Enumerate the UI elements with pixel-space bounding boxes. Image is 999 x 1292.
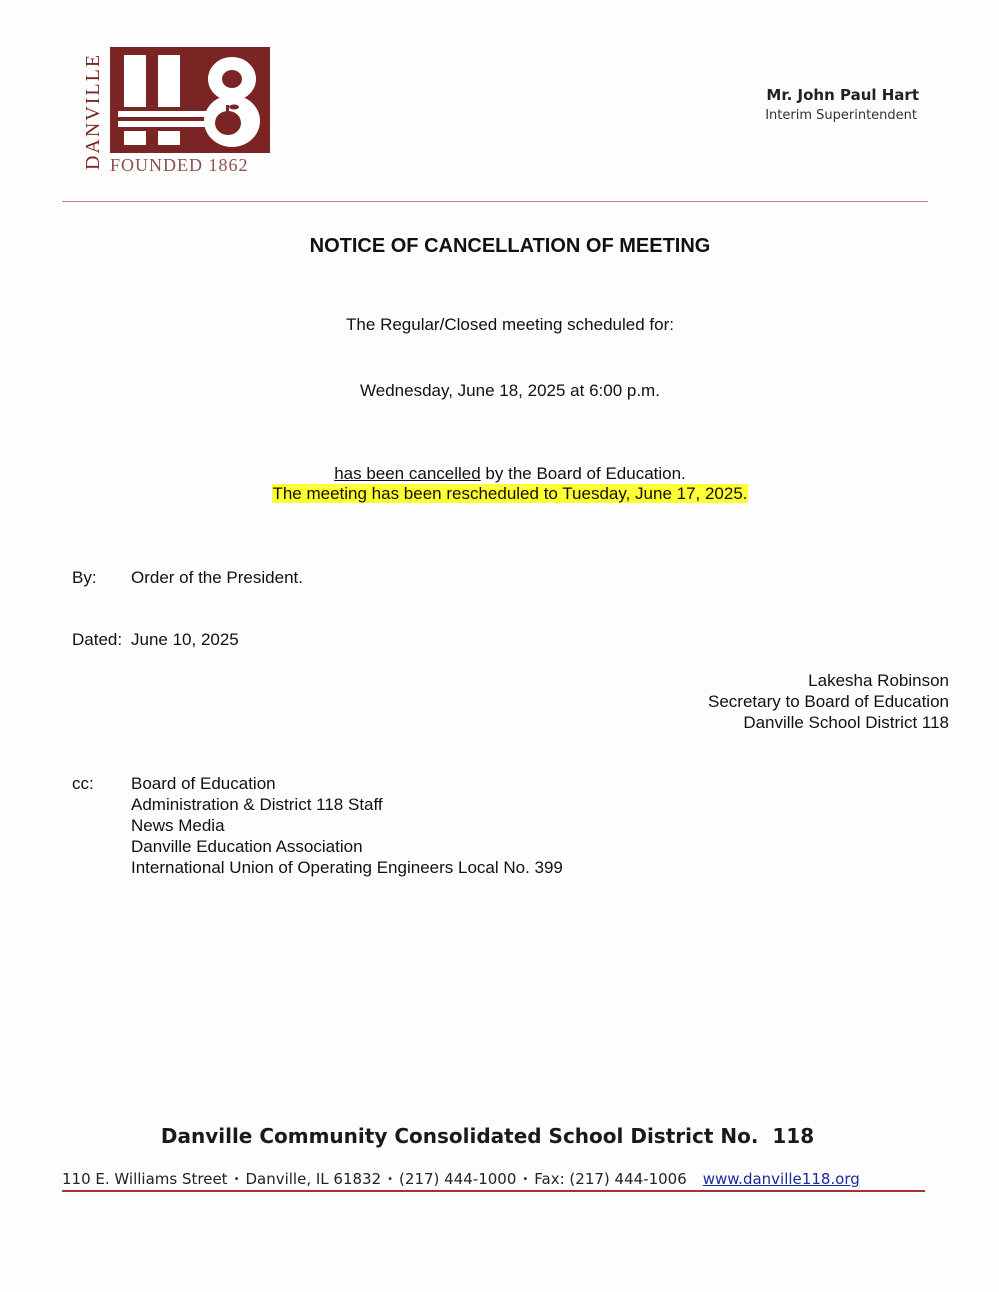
signature-org: Danville School District 118 [743,713,949,732]
footer-fax: Fax: (217) 444-1006 [534,1170,687,1188]
footer-separator: • [233,1174,240,1185]
notice-line-cancelled [0,464,999,484]
footer-divider [62,1190,925,1192]
superintendent-title: Interim Superintendent [765,108,917,123]
rescheduled-highlight: The meeting has been rescheduled to Tuesday, June 17, 2025. [272,484,748,503]
logo-vertical-text: DANVILLE [82,52,105,170]
footer-street: 110 E. Williams Street [62,1170,228,1188]
cancelled-underlined: has been cancelled [334,464,481,483]
logo-founded-text: FOUNDED 1862 [110,155,249,175]
cc-recipient: News Media [131,816,225,835]
signature-block [708,670,949,733]
by-value: Order of the President. [131,568,303,587]
notice-line-scheduled: The Regular/Closed meeting scheduled for: [346,315,674,334]
cc-recipient: Danville Education Association [131,837,363,856]
notice-line-rescheduled [0,484,999,504]
footer-address-line [62,1170,860,1188]
notice-title: NOTICE OF CANCELLATION OF MEETING [309,235,711,257]
header-divider [62,201,928,202]
footer-city: Danville, IL 61832 [245,1170,382,1188]
signature-title: Secretary to Board of Education [708,692,949,711]
footer-district-name: Danville Community Consolidated School District No. 118 [160,1124,815,1148]
superintendent-name: Mr. John Paul Hart [766,86,919,104]
by-label: By: [72,568,97,587]
footer-separator: • [387,1174,394,1185]
dated-label: Dated: [72,630,123,649]
cc-recipient: Administration & District 118 Staff [131,795,383,814]
logo-118-mark [110,47,270,153]
notice-line-date: Wednesday, June 18, 2025 at 6:00 p.m. [360,381,660,400]
footer-website-link[interactable]: www.danville118.org [702,1170,860,1188]
dated-value: June 10, 2025 [131,630,239,649]
cancelled-rest: by the Board of Education. [480,464,686,483]
cc-recipient-list [131,773,563,878]
signature-name: Lakesha Robinson [808,671,949,690]
cc-recipient: Board of Education [131,774,276,793]
footer-phone: (217) 444-1000 [399,1170,517,1188]
footer-separator: • [522,1174,529,1185]
logo-118-graphic [110,47,270,153]
cc-label: cc: [72,774,94,793]
cc-recipient: International Union of Operating Engineers Local No. 399 [131,858,563,877]
